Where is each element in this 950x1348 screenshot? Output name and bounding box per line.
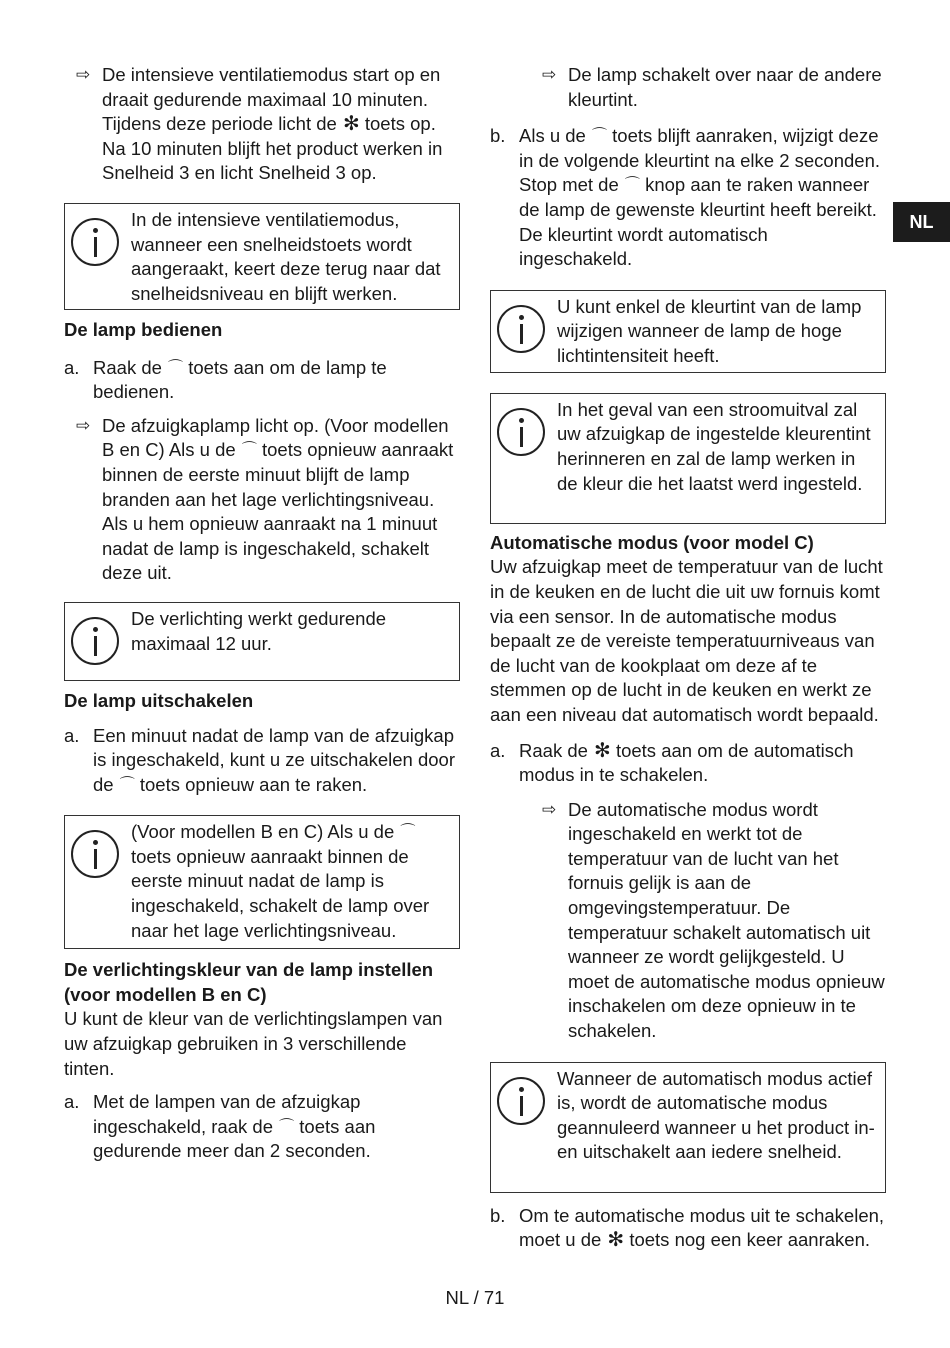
step-item: a. Met de lampen van de afzuigkap ingeschakeld, raak de ⌒ toets aan gedurende meer dan 2 seconden. [64, 1091, 376, 1162]
info-note: (Voor modellen B en C) Als u de ⌒ toets opnieuw aanraakt binnen de eerste minuut nadat de lamp is ingeschakeld, schakelt de lamp over naar het lage verlichtingsniveau. [64, 815, 460, 949]
step-item: a. Een minuut nadat de lamp van de afzuigkap is ingeschakeld, kunt u ze uitschakelen door de ⌒ toets opnieuw aan te raken. [64, 724, 455, 795]
section-heading: De lamp bedienen [64, 318, 223, 340]
info-icon [71, 830, 119, 878]
info-note: In het geval van een stroomuitval zal uw afzuigkap de ingestelde kleurentint herinneren en zal de lamp werken in de kleur die het laatst werd ingesteld. [490, 393, 886, 524]
step-item: a. Raak de ⌒ toets aan om de lamp te bedienen. [64, 356, 387, 403]
result-arrow-item: ⇨ De intensieve ventilatiemodus start op en draait gedurende maximaal 10 minuten. Tijdens deze periode licht de ✻ toets op. Na 10 minuten blijft het product werken in Snelheid 3 en licht Snelheid 3 op. [76, 64, 443, 184]
section-heading: De verlichtingskleur van de lamp instellen (voor modellen B en C) [64, 959, 434, 1005]
paragraph: Uw afzuigkap meet de temperatuur van de lucht in de keuken en de lucht die uit uw fornuis komt via een sensor. In de automatische modus bepaalt ze de vereiste temperatuurniveaus van de lucht van de kookplaat om deze af te stemmen op de lucht in de keuken en werkt ze aan een niveau dat automatisch wordt bepaald. [490, 556, 883, 725]
result-arrow-item: ⇨ De afzuigkaplamp licht op. (Voor modellen B en C) Als u de ⌒ toets opnieuw aanraakt binnen de eerste minuut blijft de lamp branden aan het lage verlichtingsniveau. Als u hem opnieuw aanraakt na 1 minuut nadat de lamp is ingeschakeld, schakelt deze uit. [76, 414, 454, 584]
step-item: b. Om te automatische modus uit te schakelen, moet u de ✻ toets nog een keer aanraken. [490, 1204, 885, 1252]
result-arrow-item: ⇨ De lamp schakelt over naar de andere kleurtint. [542, 64, 882, 110]
step-item: a. Raak de ✻ toets aan om de automatisch modus in te schakelen. [490, 739, 854, 786]
info-icon [71, 218, 119, 266]
left-column [64, 63, 460, 1164]
language-tab: NL [893, 202, 950, 242]
lamp-icon: ⌒ [592, 127, 607, 145]
info-icon [71, 617, 119, 665]
info-note: Wanneer de automatisch modus actief is, wordt de automatische modus geannuleerd wanneer u het product in- en uitschakelt aan iedere snelheid. [490, 1062, 886, 1193]
lamp-icon: ⌒ [119, 775, 134, 793]
info-icon [497, 305, 545, 353]
info-note: U kunt enkel de kleurtint van de lamp wijzigen wanneer de lamp de hoge lichtintensiteit heeft. [490, 290, 886, 373]
fan-icon: ✻ [607, 1229, 624, 1252]
lamp-icon: ⌒ [400, 823, 415, 841]
lamp-icon: ⌒ [279, 1117, 294, 1135]
result-arrow-item: ⇨ De automatische modus wordt ingeschakeld en werkt tot de temperatuur van de lucht van het fornuis gelijk is aan de omgevingstemperatuur. De temperatuur schakelt automatisch uit wanneer ze wordt gelijkgesteld. U moet de automatische modus opnieuw inschakelen om deze opnieuw in te schakelen. [542, 798, 885, 1042]
step-item: b. Als u de ⌒ toets blijft aanraken, wijzigt deze in de volgende kleurtint na elke 2 seconden. Stop met de ⌒ knop aan te raken wanneer de lamp de gewenste kleurtint heeft bereikt. De kleurtint wordt automatisch ingeschakeld. [490, 125, 881, 270]
fan-icon: ✻ [594, 739, 610, 762]
info-note: De verlichting werkt gedurende maximaal 12 uur. [64, 602, 460, 681]
info-note: In de intensieve ventilatiemodus, wanneer een snelheidstoets wordt aangeraakt, keert deze terug naar dat snelheidsniveau en blijft werken. [64, 203, 460, 310]
arrow-icon: ⇨ [542, 799, 557, 819]
right-column [490, 63, 886, 1253]
info-icon [497, 408, 545, 456]
arrow-icon: ⇨ [542, 65, 557, 84]
arrow-icon: ⇨ [76, 415, 91, 435]
arrow-icon: ⇨ [76, 65, 91, 84]
fan-icon: ✻ [342, 113, 359, 136]
lamp-icon: ⌒ [624, 176, 639, 194]
section-heading: De lamp uitschakelen [64, 689, 254, 711]
info-icon [497, 1077, 545, 1125]
section-heading: Automatische modus (voor model C) [490, 531, 814, 553]
lamp-icon: ⌒ [168, 358, 183, 376]
lamp-icon: ⌒ [241, 441, 256, 459]
paragraph: U kunt de kleur van de verlichtingslampen van uw afzuigkap gebruiken in 3 verschillende tinten. [64, 1008, 443, 1079]
page-number: NL / 71 [445, 1287, 505, 1308]
